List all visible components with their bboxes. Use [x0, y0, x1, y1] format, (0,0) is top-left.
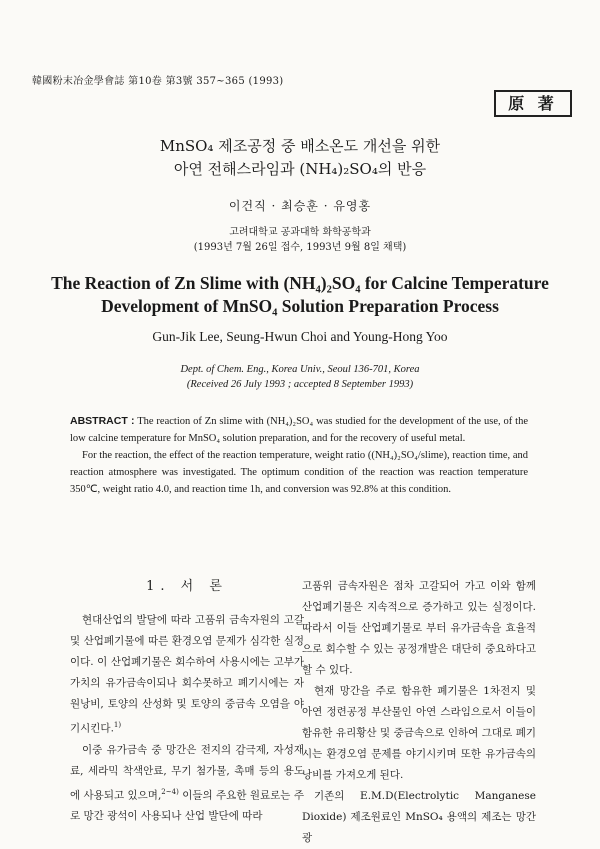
section-title: 1. 서 론: [146, 579, 228, 594]
intro-paragraph-2: [70, 740, 304, 828]
abstract-paragraph-1: [70, 413, 528, 447]
body-left-column: [70, 576, 304, 827]
intro-paragraph-1: [70, 610, 304, 740]
body-right-column: [302, 576, 536, 849]
english-received-date: (Received 26 July 1993 ; accepted 8 September 1993): [186, 379, 414, 390]
article-type-badge: 原 著: [494, 90, 572, 117]
english-title-line1: The Reaction of Zn Slime with (NH₄)₂SO₄ for Calcine Temperature: [51, 273, 549, 293]
abstract-text-1: The reaction of Zn slime with (NH₄)₂SO₄ was studied for the development of the use, of the low calcine temperature for MnSO₄ solution preparation, and for the recovery of useful metal.: [70, 416, 529, 444]
korean-title-line1: MnSO₄ 제조공정 중 배소온도 개선을 위한: [159, 137, 441, 155]
english-title-line2: Development of MnSO₄ Solution Preparation Process: [101, 296, 499, 316]
korean-title-line2: 아연 전해스라임과 (NH₄)₂SO₄의 반응: [173, 160, 427, 178]
intro-text-2b: 이들의 주요한 원료로는 주로 망간 광석이 사용되나 산업 발단에 따라: [70, 789, 304, 822]
english-authors: Gun-Jik Lee, Seung-Hwun Choi and Young-Hong Yoo: [152, 329, 448, 344]
intro-text-1: 현대산업의 발달에 따라 고품위 금속자원의 고갈 및 산업폐기물에 따른 환경오염 문제가 심각한 실정이다. 이 산업폐기물은 회수하여 사용시에는 고부가가치의 유가금속이되나 회수못하고 폐기시에는 자원낭비, 토양의 산성화 및 토양의 중금속 오염을 야기시킨다.: [70, 614, 304, 735]
korean-authors: 이건직 · 최승훈 · 유영홍: [228, 199, 372, 213]
citation-ref-2: 2~4): [161, 787, 179, 796]
journal-citation: 韓國粉末冶金學會誌 第10卷 第3號 357~365 (1993): [32, 76, 284, 87]
english-affiliation: Dept. of Chem. Eng., Korea Univ., Seoul 136-701, Korea: [180, 364, 420, 375]
right-paragraph-2: 현재 망간을 주로 함유한 폐기물은 1차전지 및 아연 정련공정 부산물인 아연 스라임으로서 이들이 함유한 유리황산 및 중금속으로 인하여 그대로 폐기시는 환경오염 문제를 야기시키며 또한 유가금속의 낭비를 가져오게 된다.: [302, 685, 536, 781]
abstract-label: ABSTRACT :: [70, 415, 135, 427]
citation-ref-1: 1): [113, 721, 122, 729]
intro-text-2a: 이중 유가금속 중 망간은 전지의 감극제, 자성재료, 세라믹 착색안료, 무기 첨가물, 촉매 등의 용도에 사용되고 있으며,: [70, 743, 304, 801]
korean-received-date: (1993년 7월 26일 접수, 1993년 9월 8일 채택): [193, 242, 407, 253]
abstract: [70, 413, 528, 498]
abstract-paragraph-2: For the reaction, the effect of the reaction temperature, weight ratio ((NH₄)₂SO₄/slime), reaction time, and reaction atmosphere was investigated. The optimum condition of the reaction was reaction temperature 350℃, weight ratio 4.0, and reaction time 1h, and conversion was 92.8% at this condition.: [70, 450, 528, 495]
korean-affiliation: 고려대학교 공과대학 화학공학과: [229, 227, 371, 238]
right-paragraph-1: 고품위 금속자원은 점차 고갈되어 가고 이와 함께 산업폐기물은 지속적으로 증가하고 있는 실정이다. 따라서 이들 산업폐기물로 부터 유가금속을 효율적으로 회수할 수 있는 공정개발은 대단히 중요하다고 할 수 있다.: [302, 580, 536, 676]
right-paragraph-3: 기존의 E.M.D(Electrolytic Manganese Dioxide) 제조원료인 MnSO₄ 용액의 제조는 망간광: [302, 790, 536, 844]
